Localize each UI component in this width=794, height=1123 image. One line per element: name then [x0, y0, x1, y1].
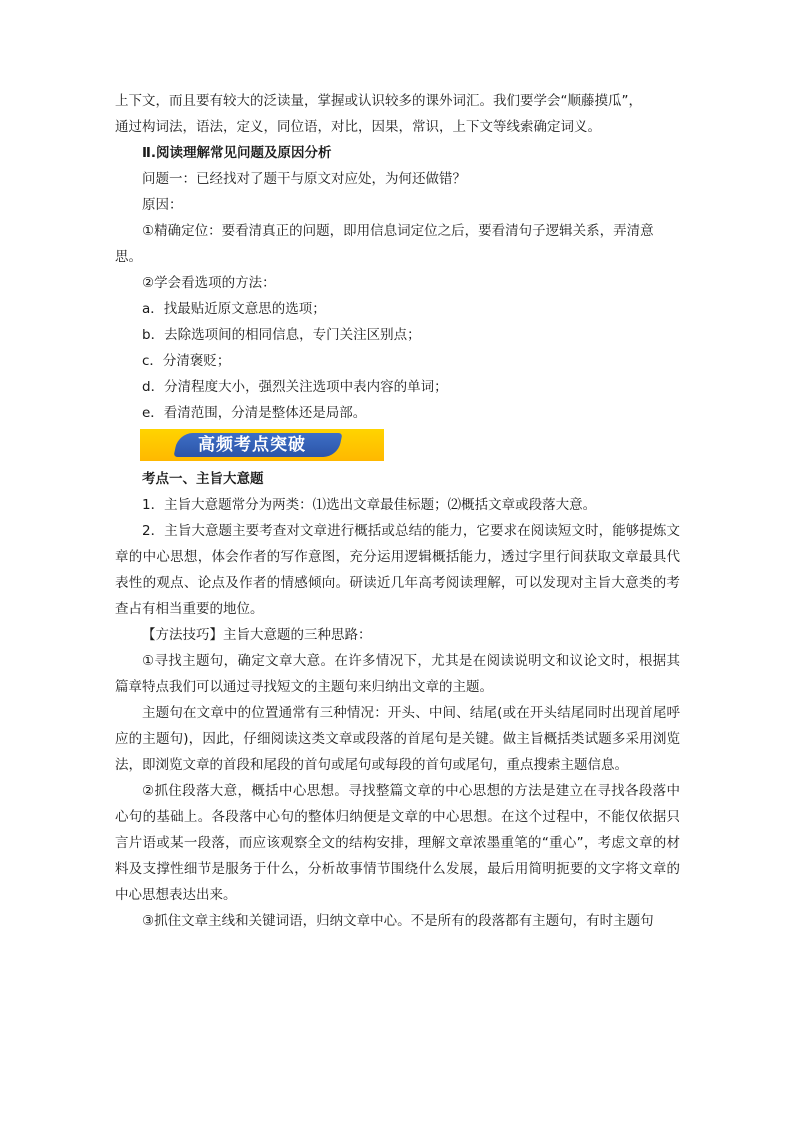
paragraph: 2．主旨大意题主要考查对文章进行概括或总结的能力，它要求在阅读短文时，能够提炼文章的中心思想，体会作者的写作意图，充分运用逻辑概括能力，透过字里行间获取文章最具代表性的观点、论点及作者的情感倾向。研读近几年高考阅读理解，可以发现对主旨大意类的考查占有相当重要的地位。 [115, 523, 680, 617]
body-line: 通过构词法，语法，定义，同位语，对比，因果，常识，上下文等线索确定词义。 [115, 119, 601, 135]
section-heading: Ⅱ.阅读理解常见问题及原因分析 [142, 145, 332, 161]
paragraph: ①寻找主题句，确定文章大意。在许多情况下，尤其是在阅读说明文和议论文时，根据其篇章特点我们可以通过寻找短文的主题句来归纳出文章的主题。 [115, 653, 680, 695]
section-banner [140, 429, 384, 461]
document-page [115, 88, 680, 934]
option-item-a: a．找最贴近原文意思的选项； [142, 301, 326, 317]
reason-item-cont: 思。 [115, 249, 142, 265]
paragraph: ③抓住文章主线和关键词语，归纳文章中心。不是所有的段落都有主题句，有时主题句 [142, 913, 654, 929]
question-line: 问题一：已经找对了题干与原文对应处，为何还做错？ [142, 171, 466, 187]
paragraph: 1．主旨大意题常分为两类：⑴选出文章最佳标题；⑵概括文章或段落大意。 [142, 497, 597, 513]
reason-item: ②学会看选项的方法： [142, 275, 276, 291]
banner-title: 高频考点突破 [198, 435, 306, 455]
option-item-c: c．分清褒贬； [142, 353, 231, 369]
kaodian-title: 考点一、主旨大意题 [142, 471, 264, 487]
paragraph: 【方法技巧】主旨大意题的三种思路： [142, 627, 372, 643]
paragraph: ②抓住段落大意，概括中心思想。寻找整篇文章的中心思想的方法是建立在寻找各段落中心句的基础上。各段落中心句的整体归纳便是文章的中心思想。在这个过程中，不能仅依据只言片语或某一段落，而应该观察全文的结构安排，理解文章浓墨重笔的“重心”，考虑文章的材料及支撑性细节是服务于什么，分析故事情节围绕什么发展，最后用简明扼要的文字将文章的中心思想表达出来。 [115, 783, 680, 903]
option-item-e: e．看清范围，分清是整体还是局部。 [142, 405, 367, 421]
option-item-d: d．分清程度大小，强烈关注选项中表内容的单词； [142, 379, 448, 395]
reason-label: 原因： [142, 197, 183, 213]
reason-item: ①精确定位：要看清真正的问题，即用信息词定位之后，要看清句子逻辑关系，弄清意 [142, 223, 654, 239]
body-line: 上下文，而且要有较大的泛读量，掌握或认识较多的课外词汇。我们要学会“顺藤摸瓜”， [115, 93, 642, 109]
option-item-b: b．去除选项间的相同信息，专门关注区别点； [142, 327, 421, 343]
paragraph: 主题句在文章中的位置通常有三种情况：开头、中间、结尾(或在开头结尾同时出现首尾呼应的主题句)，因此，仔细阅读这类文章或段落的首尾句是关键。做主旨概括类试题多采用浏览法，即浏览文章的首段和尾段的首句或尾句或每段的首句或尾句，重点搜索主题信息。 [115, 705, 680, 773]
